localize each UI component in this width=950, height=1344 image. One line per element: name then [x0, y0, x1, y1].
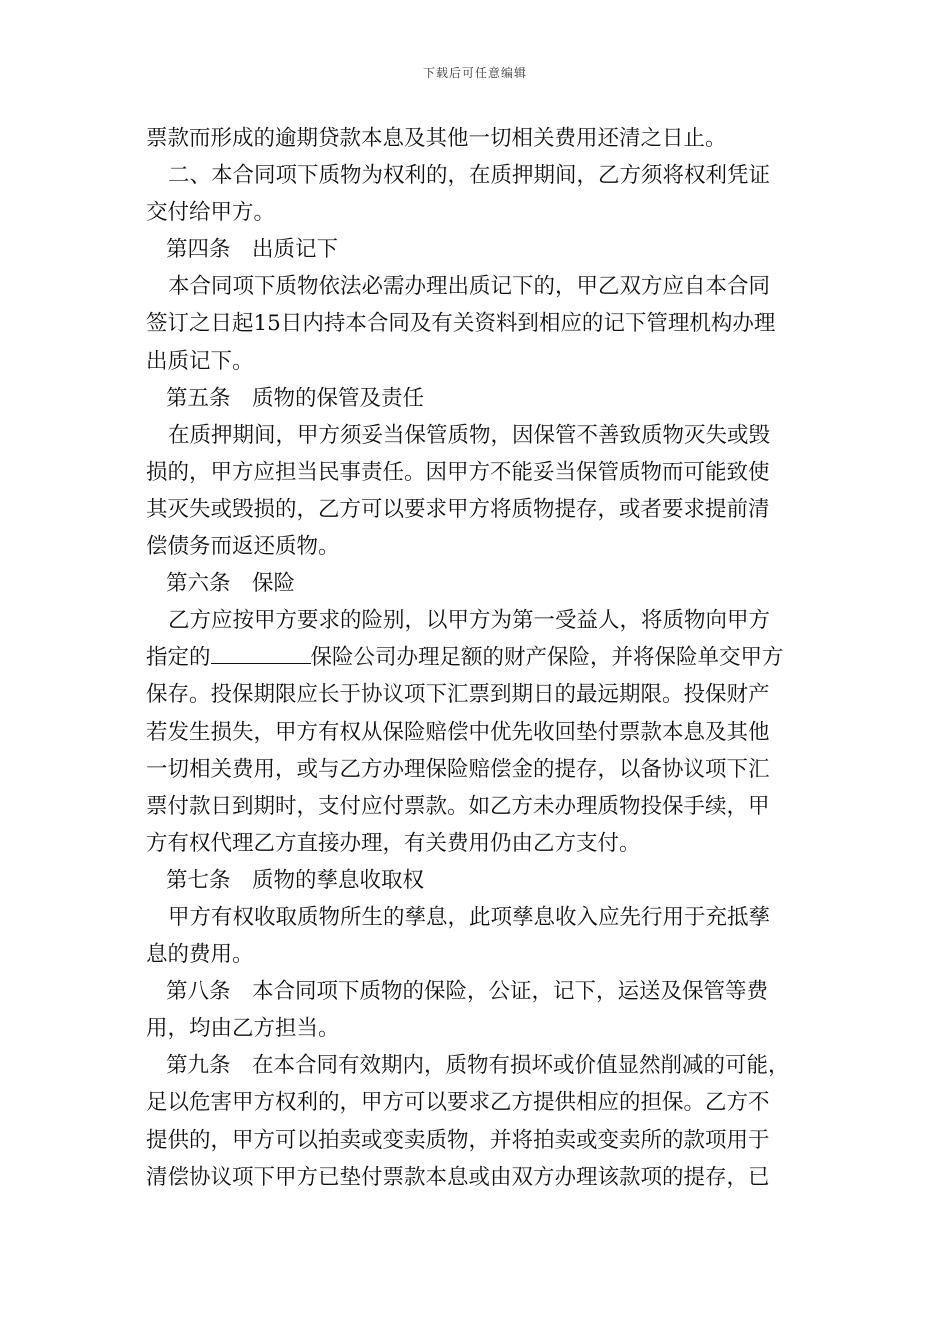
- text-line: 票付款日到期时，支付应付票款。如乙方未办理质物投保手续，甲: [146, 793, 770, 819]
- fill-in-blank: [211, 641, 311, 664]
- text-line: 其灭失或毁损的，乙方可以要求甲方将质物提存，或者要求提前清: [146, 496, 770, 522]
- text-line: 若发生损失，甲方有权从保险赔偿中优先收回垫付票款本息及其他: [146, 719, 770, 745]
- text-line: 清偿协议项下甲方已垫付票款本息或由双方办理该款项的提存，已: [146, 1164, 770, 1190]
- text-line: 甲方有权收取质物所生的孳息，此项孳息收入应先行用于充抵孳: [168, 904, 771, 930]
- text-line-with-blank: [146, 639, 836, 676]
- text-line: 用，均由乙方担当。: [146, 1016, 340, 1042]
- article-heading: 第六条 保险: [166, 571, 296, 597]
- article-heading: 第四条 出质记下: [166, 237, 339, 263]
- text-line: 提供的，甲方可以拍卖或变卖质物，并将拍卖或变卖所的款项用于: [146, 1127, 770, 1153]
- text-line: 票款而形成的逾期贷款本息及其他一切相关费用还清之日止。: [146, 126, 727, 151]
- text-segment: 保险公司办理足额的财产保险，并将保险单交甲方: [310, 645, 784, 671]
- text-line: 一切相关费用，或与乙方办理保险赔偿金的提存，以备协议项下汇: [146, 756, 770, 782]
- text-line: 签订之日起15日内持本合同及有关资料到相应的记下管理机构办理: [146, 311, 776, 337]
- article-heading: 第八条 本合同项下质物的保险，公证，记下，运送及保管等费: [166, 979, 769, 1005]
- text-line: 出质记下。: [146, 348, 254, 374]
- text-line: 损的，甲方应担当民事责任。因甲方不能妥当保管质物而可能致使: [146, 459, 770, 485]
- text-segment: 指定的: [146, 645, 211, 671]
- text-line: 在质押期间，甲方须妥当保管质物，因保管不善致质物灭失或毁: [168, 422, 771, 448]
- article-heading: 第五条 质物的保管及责任: [166, 385, 425, 411]
- document-body: [146, 120, 836, 1196]
- text-line: 乙方应按甲方要求的险别，以甲方为第一受益人，将质物向甲方: [168, 608, 771, 634]
- text-line: 保存。投保期限应长于协议项下汇票到期日的最远期限。投保财产: [146, 682, 770, 708]
- article-heading: 第七条 质物的孳息收取权: [166, 867, 425, 893]
- text-line: 息的费用。: [146, 942, 254, 968]
- text-line: 二、本合同项下质物为权利的，在质押期间，乙方须将权利凭证: [168, 163, 771, 189]
- page-header: 下载后可任意编辑: [422, 66, 527, 80]
- text-line: 交付给甲方。: [146, 200, 276, 226]
- text-line: 方有权代理乙方直接办理，有关费用仍由乙方支付。: [146, 830, 641, 856]
- text-line: 本合同项下质物依法必需办理出质记下的，甲乙双方应自本合同: [168, 274, 771, 300]
- text-line: 偿债务而返还质物。: [146, 534, 340, 560]
- text-line: 足以危害甲方权利的，甲方可以要求乙方提供相应的担保。乙方不: [146, 1090, 770, 1116]
- article-heading: 第九条 在本合同有效期内，质物有损坏或价值显然削减的可能，: [166, 1053, 790, 1079]
